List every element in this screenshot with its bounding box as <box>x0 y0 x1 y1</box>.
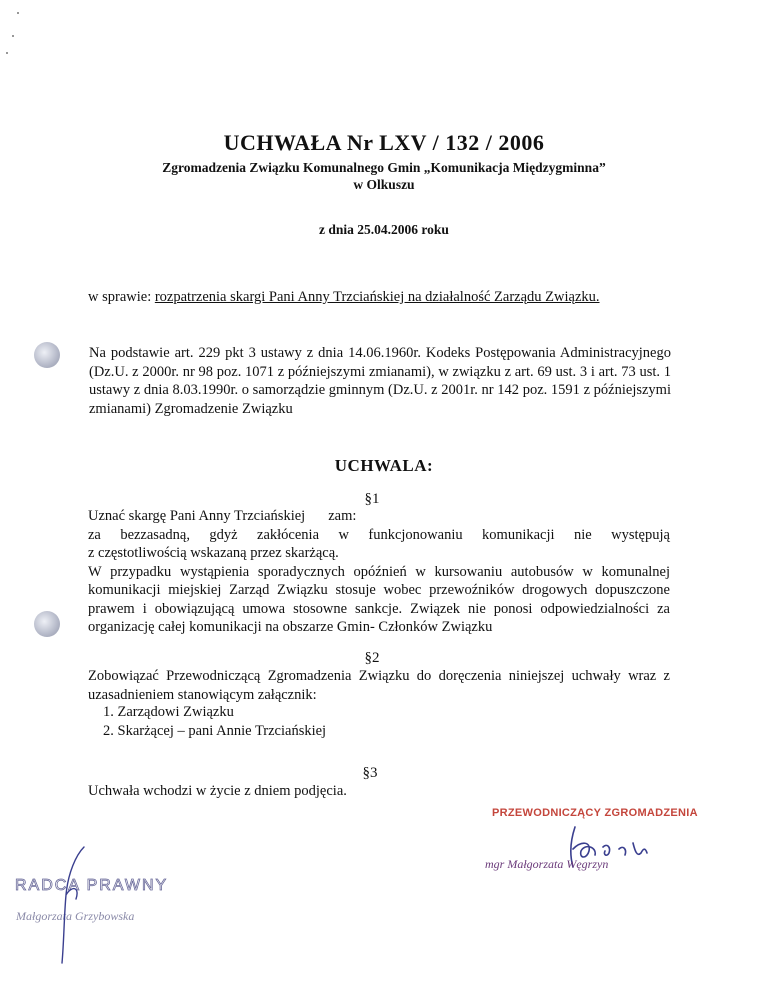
subtitle-line-1: Zgromadzenia Związku Komunalnego Gmin „Komunikacja Międzygminna” <box>162 160 606 175</box>
section-3-body: Uchwała wchodzi w życie z dniem podjęcia. <box>88 783 347 799</box>
section-1-word: nie <box>573 526 592 543</box>
chair-stamp-title: PRZEWODNICZĄCY ZGROMADZENIA <box>492 807 698 819</box>
section-1-word: w <box>338 526 349 543</box>
punch-hole <box>34 342 60 368</box>
section-3-mark: §3 <box>362 765 378 781</box>
section-1-line-3: z częstotliwością wskazaną przez skarżącą. <box>88 545 339 561</box>
section-1-word: za <box>88 526 101 543</box>
section-1-word: komunikacji <box>482 526 555 543</box>
section-2-body: Zobowiązać Przewodniczącą Zgromadzenia Związku do doręczenia niniejszej uchwały wraz z uzasadnieniem stanowiącym załącznik: <box>88 668 670 703</box>
section-1-paragraph-2: W przypadku wystąpienia sporadycznych opóźnień w kursowaniu autobusów w komunalnej komunikacji miejskiej Zarząd Związku stosuje wobec przewoźników drogowych dopuszczone prawem i obowiązującą umowa stosowne sankcje. Związek nie ponosi odpowiedzialności za organizację całej komunikacji na obszarze Gmin- Członków Związku <box>88 563 670 635</box>
document-subtitle <box>0 159 768 193</box>
chair-name: mgr Małgorzata Węgrzyn <box>485 857 609 871</box>
section-1-word: bezzasadną, <box>120 526 190 543</box>
legal-signature <box>40 845 100 965</box>
subject-text: rozpatrzenia skargi Pani Anny Trzciańskiej na działalność Zarządu Związku. <box>154 289 600 305</box>
section-1-word: gdyż <box>209 526 238 543</box>
legal-stamp-title: RADCA PRAWNY <box>15 877 169 894</box>
list-item: 1. Zarządowi Związku <box>103 704 234 720</box>
section-1-line-1-left: Uznać skargę Pani Anny Trzciańskiej <box>88 508 306 524</box>
legal-stamp-name: Małgorzata Grzybowska <box>16 909 135 923</box>
legal-basis-paragraph: Na podstawie art. 229 pkt 3 ustawy z dnia 14.06.1960r. Kodeks Postępowania Administracyjnego (Dz.U. z 2000r. nr 98 poz. 1071 z późniejszymi zmianami), w związku z art. 69 ust. 3 i art. 73 ust. 1 ustawy z dnia 8.03.1990r. o samorządzie gminnym (Dz.U. z 2001r. nr 142 poz. 1591 z późniejszymi zmianami) Zgromadzenie Związku <box>89 345 671 417</box>
section-2-mark: §2 <box>364 650 380 666</box>
section-1-word: zakłócenia <box>257 526 320 543</box>
scan-speck <box>17 12 19 14</box>
section-1-body <box>88 507 670 637</box>
subject-line <box>88 289 600 306</box>
subtitle-line-2: w Olkuszu <box>353 177 415 192</box>
scan-speck <box>12 35 14 37</box>
section-1-mark: §1 <box>364 491 380 507</box>
list-item: 2. Skarżącej – pani Annie Trzciańskiej <box>103 722 327 739</box>
section-1-line-1 <box>88 507 670 526</box>
scan-speck <box>6 52 8 54</box>
document-date: z dnia 25.04.2006 roku <box>319 222 449 237</box>
section-1-line-1-right: zam: <box>328 508 357 524</box>
punch-hole <box>34 611 60 637</box>
recipient-list <box>103 703 326 740</box>
resolution-heading: UCHWALA: <box>334 456 434 475</box>
subject-prefix: w sprawie: <box>88 289 155 305</box>
document-title: UCHWAŁA Nr LXV / 132 / 2006 <box>223 130 545 155</box>
section-1-word: występują <box>611 526 670 543</box>
section-1-word: funkcjonowaniu <box>368 526 463 543</box>
section-1-line-2 <box>88 526 670 545</box>
